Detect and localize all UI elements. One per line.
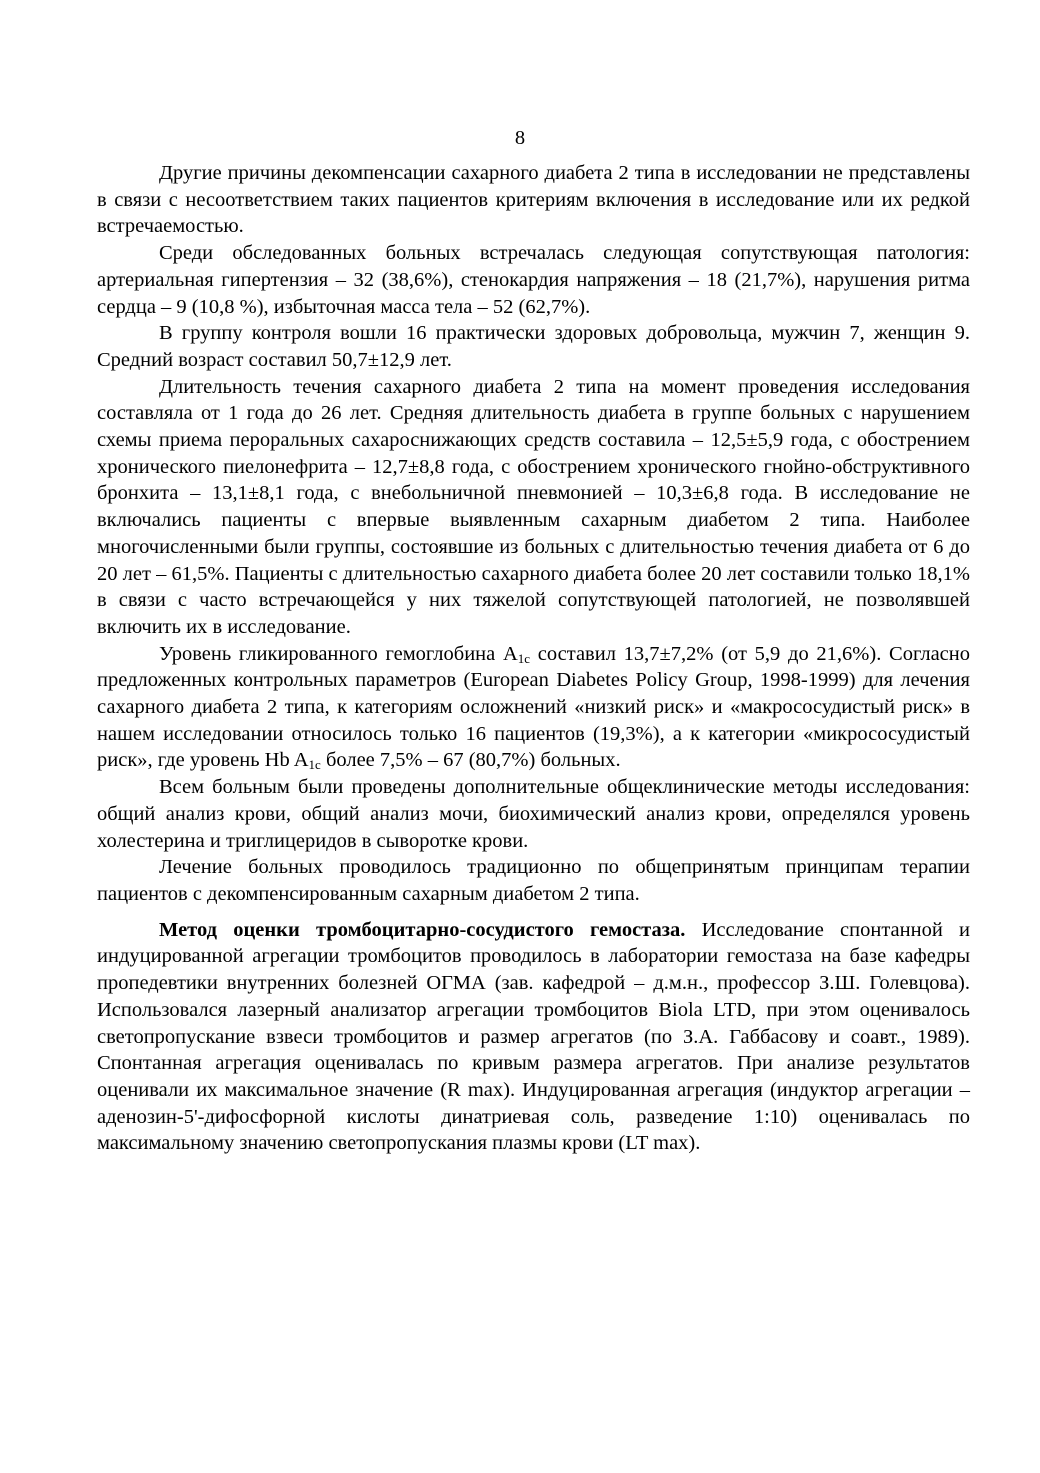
paragraph-control-group: В группу контроля вошли 16 практически здоровых добровольца, мужчин 7, женщин 9. Средний возраст составил 50,7±12,9 лет. [97, 322, 970, 371]
paragraph-comorbidities: Среди обследованных больных встречалась следующая сопутствующая патология: артериальная гипертензия – 32 (38,6%), стенокардия напряжения – 18 (21,7%), нарушения ритма сердца – 9 (10,8 %), избыточная масса тела – 52 (62,7%). [97, 242, 970, 318]
body-text [97, 160, 970, 1157]
hba1c-text-3: более 7,5% – 67 (80,7%) больных. [320, 749, 621, 772]
paragraph-hemostasis-method [97, 917, 970, 1157]
hba1c-text-2: составил 13,7±7,2% (от 5,9 до 21,6%). Согласно предложенных контрольных параметров (European Diabetes Policy Group, 1998-1999) для лечения сахарного диабета 2 типа, к категориям осложнений «низкий риск» и «макрососудистый риск» в нашем исследовании относилось только 16 пациентов (19,3%), а к категории «микрососудистый риск», где уровень Hb A [97, 642, 970, 772]
hemostasis-method-text: Исследование спонтанной и индуцированной агрегации тромбоцитов проводилось в лаборатории гемостаза на базе кафедры пропедевтики внутренних болезней ОГМА (зав. кафедрой – д.м.н., профессор З.Ш. Голевцова). Использовался лазерный анализатор агрегации тромбоцитов Biola LTD, при этом оценивалось светопропускание взвеси тромбоцитов и размер агрегатов (по З.А. Габбасову и соавт., 1989). Спонтанная агрегация оценивалась по кривым размера агрегатов. При анализе результатов оценивали их максимальное значение (R max). Индуцированная агрегация (индуктор агрегации – аденозин-5'-дифосфорной кислоты динатриевая соль, разведение 1:10) оценивалась по максимальному значению светопропускания плазмы крови (LT max). [97, 918, 970, 1155]
hba1c-text-1: Уровень гликированного гемоглобина А [159, 642, 518, 665]
paragraph-treatment: Лечение больных проводилось традиционно по общепринятым принципам терапии пациентов с декомпенсированным сахарным диабетом 2 типа. [97, 856, 970, 905]
page-number: 8 [514, 127, 526, 149]
paragraph-other-causes: Другие причины декомпенсации сахарного диабета 2 типа в исследовании не представлены в связи с несоответствием таких пациентов критериям включения в исследование или их редкой встречаемостью. [97, 162, 970, 238]
hba1c-subscript-1: 1с [517, 650, 531, 666]
section-heading-hemostasis: Метод оценки тромбоцитарно-сосудистого гемостаза. [159, 918, 686, 941]
paragraph-diabetes-duration: Длительность течения сахарного диабета 2 типа на момент проведения исследования составляла от 1 года до 26 лет. Средняя длительность диабета в группе больных с нарушением схемы приема пероральных сахароснижающих средств составила – 12,5±5,9 года, с обострением хронического пиелонефрита – 12,7±8,8 года, с обострением хронического гнойно-обструктивного бронхита – 13,1±8,1 года, с внебольничной пневмонией – 10,3±6,8 года. В исследование не включались пациенты с впервые выявленным сахарным диабетом 2 типа. Наиболее многочисленными были группы, состоявшие из больных с длительностью течения диабета от 6 до 20 лет – 61,5%. Пациенты с длительностью сахарного диабета более 20 лет составили только 18,1% в связи с часто встречающейся у них тяжелой сопутствующей патологией, не позволявшей включить их в исследование. [97, 375, 970, 638]
hba1c-subscript-2: 1c [308, 757, 321, 773]
paragraph-hba1c-level [97, 641, 970, 775]
paragraph-clinical-methods: Всем больным были проведены дополнительные общеклинические методы исследования: общий анализ крови, общий анализ мочи, биохимический анализ крови, определялся уровень холестерина и триглицеридов в сыворотке крови. [97, 776, 970, 852]
